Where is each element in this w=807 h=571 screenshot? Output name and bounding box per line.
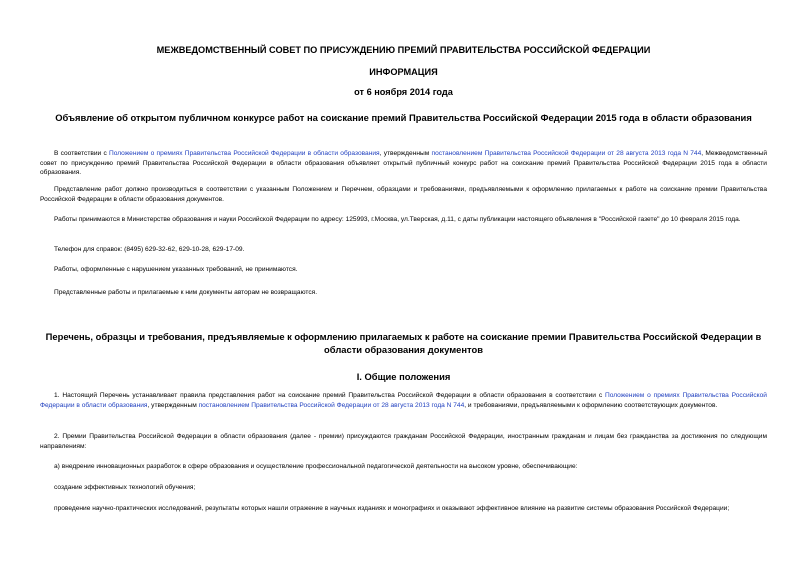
text-run: , утвержденным: [147, 401, 199, 409]
announcement-paragraph-2: Представление работ должно производиться в соответствии с указанным Положением и Перечнем, образцами и требованиями, предъявляемыми к оформлению прилагаемых к работе на соискание премии Правительства Российской Федерации в области образования документов.: [40, 186, 767, 203]
announcement-title: Объявление об открытом публичном конкурсе работ на соискание премий Правительства Российской Федерации 2015 года в области образования: [55, 112, 752, 123]
link-resolution-744[interactable]: постановлением Правительства Российской Федерации от 28 августа 2013 года N 744: [431, 150, 702, 157]
text-run: , утвержденным: [379, 150, 432, 157]
list-paragraph-5: проведение научно-практических исследований, результаты которых нашли отражение в научных изданиях и монографиях и оказывают эффективное влияние на развитие системы образования Российской Федерации;: [54, 505, 730, 512]
text-run: , Межведомственный совет по присуждению премий Правительства Российской Федерации в области образования объявляет открытый публичный конкурс работ на соискание премий Правительства Российской Федерации 2015 года в области образования.: [40, 150, 768, 177]
link-regulation-prizes-2[interactable]: Положением о премиях Правительства Российской Федерации в области образования: [40, 392, 767, 409]
announcement-paragraph-3: Работы принимаются в Министерстве образования и науки Российской Федерации по адресу: 125993, г.Москва, ул.Тверская, д.11, с даты публикации настоящего объявления в "Российской газете" до 10 февраля 2015 года.: [54, 216, 741, 223]
link-regulation-prizes[interactable]: Положением о премиях Правительства Российской Федерации в области образования: [109, 150, 380, 157]
announcement-paragraph-4: Телефон для справок: (8495) 629-32-62, 629-10-28, 629-17-09.: [54, 246, 245, 253]
announcement-paragraph-6: Представленные работы и прилагаемые к ним документы авторам не возвращаются.: [54, 289, 318, 296]
announcement-paragraph-1: [40, 149, 767, 178]
text-run: В соответствии с: [54, 150, 109, 157]
announcement-paragraph-5: Работы, оформленные с нарушением указанных требований, не принимаются.: [54, 266, 298, 273]
list-paragraph-1: [40, 391, 767, 410]
link-resolution-744-2[interactable]: постановлением Правительства Российской Федерации от 28 августа 2013 года N 744: [198, 401, 465, 409]
list-title: Перечень, образцы и требования, предъявляемые к оформлению прилагаемых к работе на соискание премии Правительства Российской Федерации в области образования документов: [45, 331, 762, 355]
text-run: 1. Настоящий Перечень устанавливает правила представления работ на соискание премий Правительства Российской Федерации в области образования в соответствии с: [54, 392, 605, 399]
list-paragraph-4: создание эффективных технологий обучения;: [54, 484, 196, 491]
doc-date: от 6 ноября 2014 года: [354, 87, 453, 97]
list-paragraph-3: а) внедрение инновационных разработок в сфере образования и осуществление профессиональной педагогической деятельности на высоком уровне, обеспечивающие:: [54, 463, 578, 470]
section-title: I. Общие положения: [356, 371, 451, 382]
doc-type: ИНФОРМАЦИЯ: [369, 67, 438, 77]
text-run: , и требованиями, предъявляемыми к оформлению соответствующих документов.: [464, 401, 718, 409]
org-title: МЕЖВЕДОМСТВЕННЫЙ СОВЕТ ПО ПРИСУЖДЕНИЮ ПРЕМИЙ ПРАВИТЕЛЬСТВА РОССИЙСКОЙ ФЕДЕРАЦИИ: [156, 45, 651, 55]
list-paragraph-2: 2. Премии Правительства Российской Федерации в области образования (далее - премии) присуждаются гражданам Российской Федерации, иностранным гражданам и лицам без гражданства за достижения по следующим направлениям:: [40, 433, 767, 450]
